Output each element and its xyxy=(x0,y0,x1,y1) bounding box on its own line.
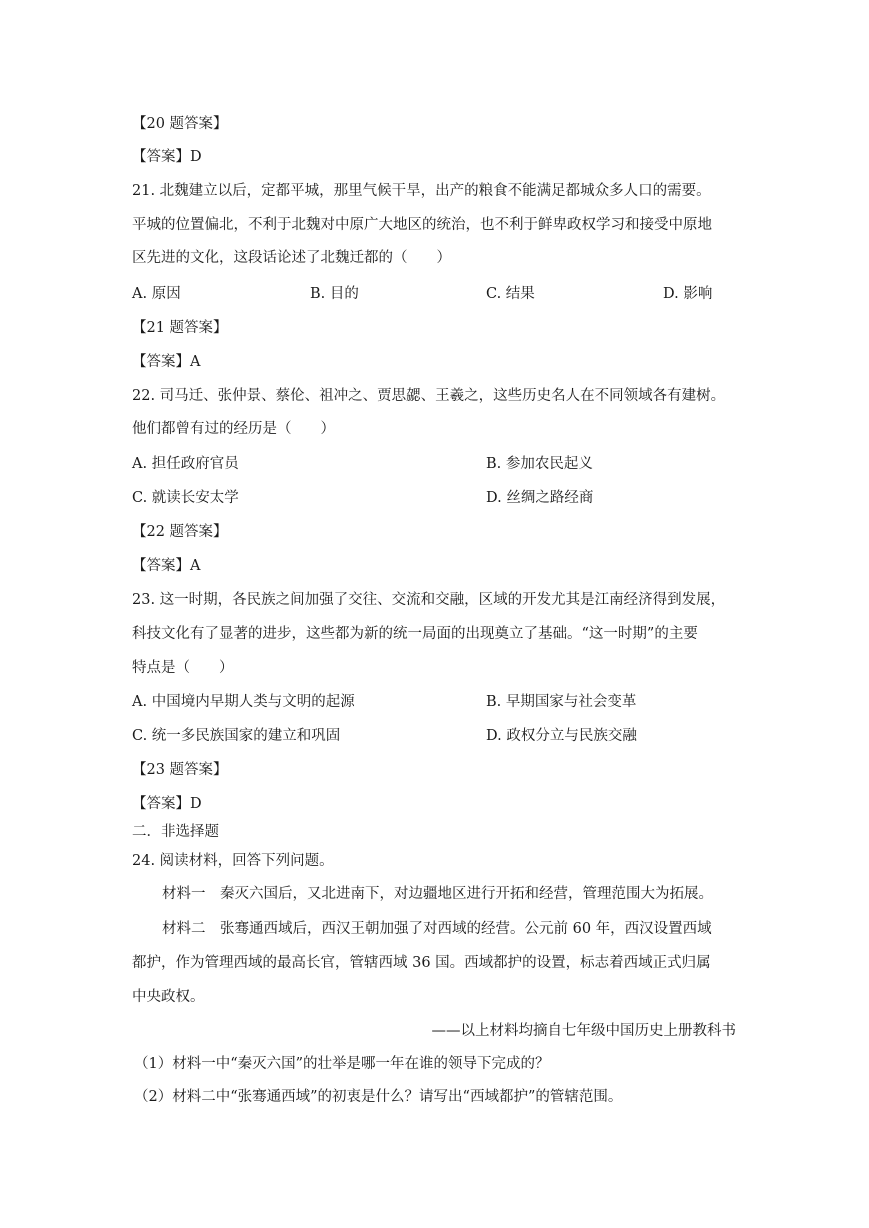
q23-answer: 【答案】D xyxy=(132,796,202,812)
q24-material-1: 材料一 秦灭六国后，又北进南下，对边疆地区进行开拓和经营，管理范围大为拓展。 xyxy=(162,886,713,902)
q22-stem-line-2: 他们都曾有过的经历是（ ） xyxy=(132,421,335,437)
q23-stem-line-3: 特点是（ ） xyxy=(132,660,234,676)
q24-source: ——以上材料均摘自七年级中国历史上册教科书 xyxy=(431,1023,736,1039)
q21-option-a: A. 原因 xyxy=(132,286,181,302)
q21-stem-line-1: 21. 北魏建立以后，定都平城，那里气候干旱，出产的粮食不能满足都城众多人口的需要。 xyxy=(132,183,711,199)
q21-stem-line-3: 区先进的文化，这段话论述了北魏迁都的（ ） xyxy=(132,250,451,266)
q23-option-a: A. 中国境内早期人类与文明的起源 xyxy=(132,694,355,710)
q23-option-d: D. 政权分立与民族交融 xyxy=(486,728,637,744)
part2-heading: 二．非选择题 xyxy=(132,824,219,840)
q21-option-b: B. 目的 xyxy=(310,286,359,302)
q22-option-b: B. 参加农民起义 xyxy=(486,456,593,472)
q22-option-c: C. 就读长安太学 xyxy=(132,490,239,506)
q22-section-label: 【22 题答案】 xyxy=(132,524,228,540)
q23-stem-line-2: 科技文化有了显著的进步，这些都为新的统一局面的出现奠立了基础。“这一时期”的主要 xyxy=(132,626,698,642)
q21-option-c: C. 结果 xyxy=(486,286,535,302)
q21-answer: 【答案】A xyxy=(132,354,201,370)
q24-stem: 24. 阅读材料，回答下列问题。 xyxy=(132,853,334,869)
q21-stem-line-2: 平城的位置偏北，不利于北魏对中原广大地区的统治，也不利于鲜卑政权学习和接受中原地 xyxy=(132,217,712,233)
q20-section-label: 【20 题答案】 xyxy=(132,116,228,132)
q23-option-b: B. 早期国家与社会变革 xyxy=(486,694,637,710)
q22-stem-line-1: 22. 司马迁、张仲景、蔡伦、祖冲之、贾思勰、王羲之，这些历史名人在不同领域各有建树。 xyxy=(132,388,726,404)
q23-option-c: C. 统一多民族国家的建立和巩固 xyxy=(132,728,341,744)
q23-section-label: 【23 题答案】 xyxy=(132,762,228,778)
q22-option-a: A. 担任政府官员 xyxy=(132,456,239,472)
q23-stem-line-1: 23. 这一时期，各民族之间加强了交往、交流和交融，区域的开发尤其是江南经济得到发展， xyxy=(132,592,726,608)
q24-sub-question-2: （2）材料二中“张骞通西域”的初衷是什么？请写出“西域都护”的管辖范围。 xyxy=(134,1089,623,1105)
q21-section-label: 【21 题答案】 xyxy=(132,320,228,336)
q22-option-d: D. 丝绸之路经商 xyxy=(486,490,594,506)
q24-material-2-line-3: 中央政权。 xyxy=(132,989,205,1005)
q21-option-d: D. 影响 xyxy=(663,286,713,302)
q24-sub-question-1: （1）材料一中“秦灭六国”的壮举是哪一年在谁的领导下完成的？ xyxy=(134,1056,550,1072)
q20-answer: 【答案】D xyxy=(132,149,202,165)
q24-material-2-line-2: 都护，作为管理西域的最高长官，管辖西域 36 国。西域都护的设置，标志着西域正式归属 xyxy=(132,955,711,971)
q22-answer: 【答案】A xyxy=(132,558,201,574)
q24-material-2-line-1: 材料二 张骞通西域后，西汉王朝加强了对西域的经营。公元前 60 年，西汉设置西域 xyxy=(162,921,712,937)
